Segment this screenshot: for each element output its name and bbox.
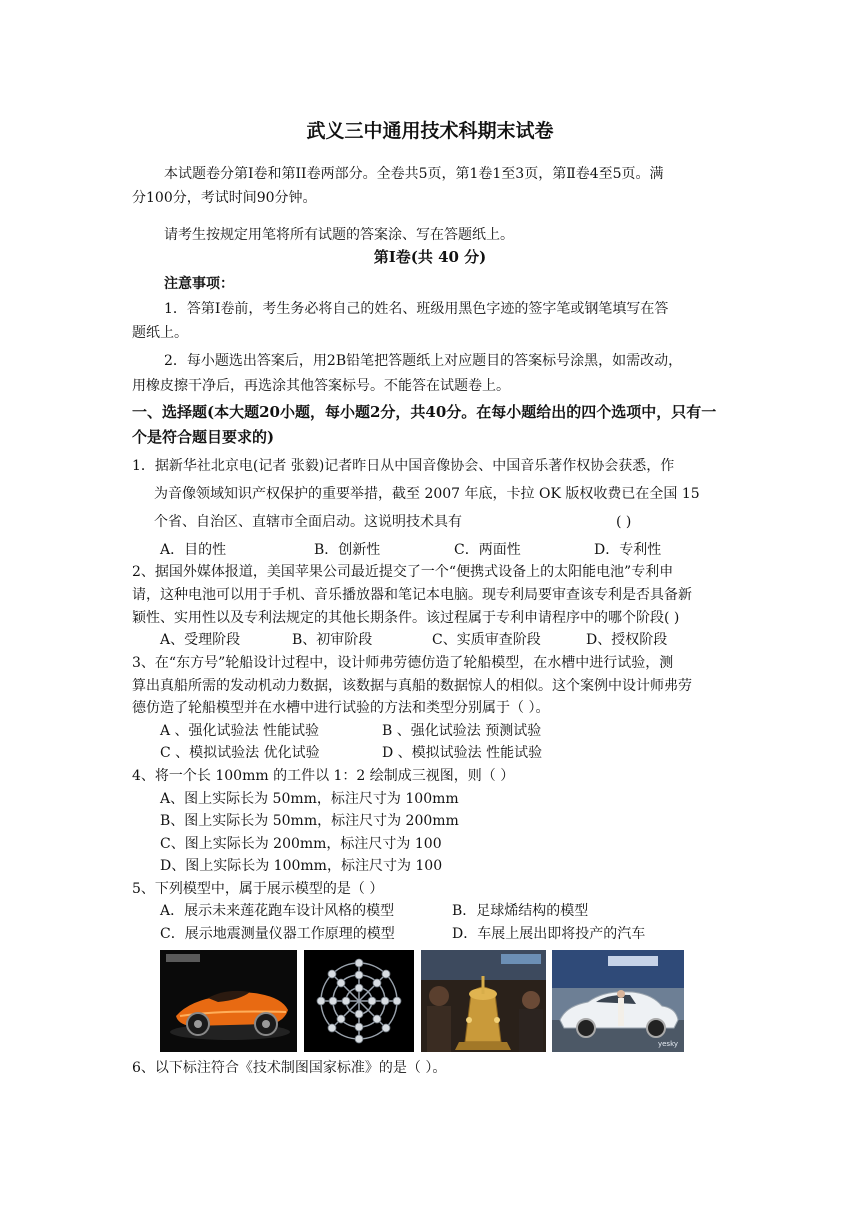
notice-heading: 注意事项： bbox=[164, 276, 234, 292]
q3-line2: 算出真船所需的发动机动力数据，该数据与真船的数据惊人的相似。这个案例中设计师弗劳 bbox=[132, 678, 692, 694]
auto-show-car-photo bbox=[552, 950, 684, 1052]
notice-item2-line1: 2．每小题选出答案后，用2B铅笔把答题纸上对应题目的答案标号涂黑，如需改动， bbox=[164, 353, 683, 369]
notice-item1-line2: 题纸上。 bbox=[132, 325, 188, 341]
q4-option-b: B、图上实际长为 50mm，标注尺寸为 200mm bbox=[160, 813, 459, 829]
q5-option-c: C．展示地震测量仪器工作原理的模型 bbox=[160, 926, 395, 942]
q3-option-b: B 、强化试验法 预测试验 bbox=[382, 723, 542, 739]
page-title: 武义三中通用技术科期末试卷 bbox=[306, 120, 554, 142]
q5-option-d: D．车展上展出即将投产的汽车 bbox=[452, 926, 646, 942]
q1-line3: 个省、自治区、直辖市全面启动。这说明技术具有 bbox=[154, 514, 462, 530]
q6-line1: 6、以下标注符合《技术制图国家标准》的是（ ）。 bbox=[132, 1060, 447, 1076]
intro-line-2: 分100分，考试时间90分钟。 bbox=[132, 190, 317, 206]
q1-option-b: B．创新性 bbox=[314, 542, 381, 558]
q3-line3: 德仿造了轮船模型并在水槽中进行试验的方法和类型分别属于（ ）。 bbox=[132, 700, 550, 716]
q2-option-c: C、实质审查阶段 bbox=[432, 632, 541, 648]
q2-option-a: A、受理阶段 bbox=[160, 632, 241, 648]
section1-line1: 一、选择题(本大题20小题，每小题2分，共40分。在每小题给出的四个选项中，只有一 bbox=[132, 403, 717, 421]
q2-line3: 颖性、实用性以及专利法规定的其他长期条件。该过程属于专利申请程序中的哪个阶段( ) bbox=[132, 610, 680, 626]
sports-car-photo bbox=[160, 950, 297, 1052]
q3-option-c: C 、模拟试验法 优化试验 bbox=[160, 745, 320, 761]
q2-option-b: B、初审阶段 bbox=[292, 632, 373, 648]
q4-line1: 4、将一个长 100mm 的工件以 1：2 绘制成三视图，则（ ） bbox=[132, 768, 515, 784]
section1-line2: 个是符合题目要求的) bbox=[132, 428, 275, 446]
q4-option-c: C、图上实际长为 200mm，标注尺寸为 100 bbox=[160, 836, 442, 852]
q5-option-a: A．展示未来莲花跑车设计风格的模型 bbox=[160, 903, 395, 919]
q4-option-a: A、图上实际长为 50mm，标注尺寸为 100mm bbox=[160, 791, 459, 807]
q1-line1: 1．据新华社北京电(记者 张毅)记者昨日从中国音像协会、中国音乐著作权协会获悉，作 bbox=[132, 458, 675, 474]
q2-option-d: D、授权阶段 bbox=[586, 632, 668, 648]
q1-answer-bracket: ( ) bbox=[616, 514, 632, 530]
notice-item1-line1: 1．答第Ⅰ卷前，考生务必将自己的姓名、班级用黑色字迹的签字笔或钢笔填写在答 bbox=[164, 301, 669, 317]
q1-option-a: A．目的性 bbox=[160, 542, 227, 558]
q2-line2: 请，这种电池可以用于手机、音乐播放器和笔记本电脑。现专利局要审查该专利是否具备新 bbox=[132, 587, 692, 603]
q3-option-d: D 、模拟试验法 性能试验 bbox=[382, 745, 543, 761]
svg-text:yesky: yesky bbox=[657, 1040, 679, 1048]
q1-line2: 为音像领域知识产权保护的重要举措，截至 2007 年底，卡拉 OK 版权收费已在全国 15 bbox=[154, 486, 700, 502]
notice-item2-line2: 用橡皮擦干净后，再选涂其他答案标号。不能答在试题卷上。 bbox=[132, 378, 510, 394]
q1-option-d: D．专利性 bbox=[594, 542, 662, 558]
q1-option-c: C．两面性 bbox=[454, 542, 521, 558]
q4-option-d: D、图上实际长为 100mm，标注尺寸为 100 bbox=[160, 858, 443, 874]
seismograph-model-photo bbox=[421, 950, 546, 1052]
part1-title: 第Ⅰ卷(共 40 分) bbox=[373, 248, 487, 266]
q3-option-a: A 、强化试验法 性能试验 bbox=[160, 723, 320, 739]
q5-option-b: B．足球烯结构的模型 bbox=[452, 903, 589, 919]
q2-line1: 2、据国外媒体报道，美国苹果公司最近提交了一个“便携式设备上的太阳能电池”专利申 bbox=[132, 564, 674, 580]
q5-line1: 5、下列模型中，属于展示模型的是（ ） bbox=[132, 881, 384, 897]
intro-line-1: 本试题卷分第Ⅰ卷和第II卷两部分。全卷共5页，第1卷1至3页，第Ⅱ卷4至5页。满 bbox=[164, 166, 664, 182]
fullerene-model-photo bbox=[304, 950, 414, 1052]
q3-line1: 3、在“东方号”轮船设计过程中，设计师弗劳德仿造了轮船模型，在水槽中进行试验，测 bbox=[132, 655, 674, 671]
intro-line-3: 请考生按规定用笔将所有试题的答案涂、写在答题纸上。 bbox=[164, 227, 514, 243]
